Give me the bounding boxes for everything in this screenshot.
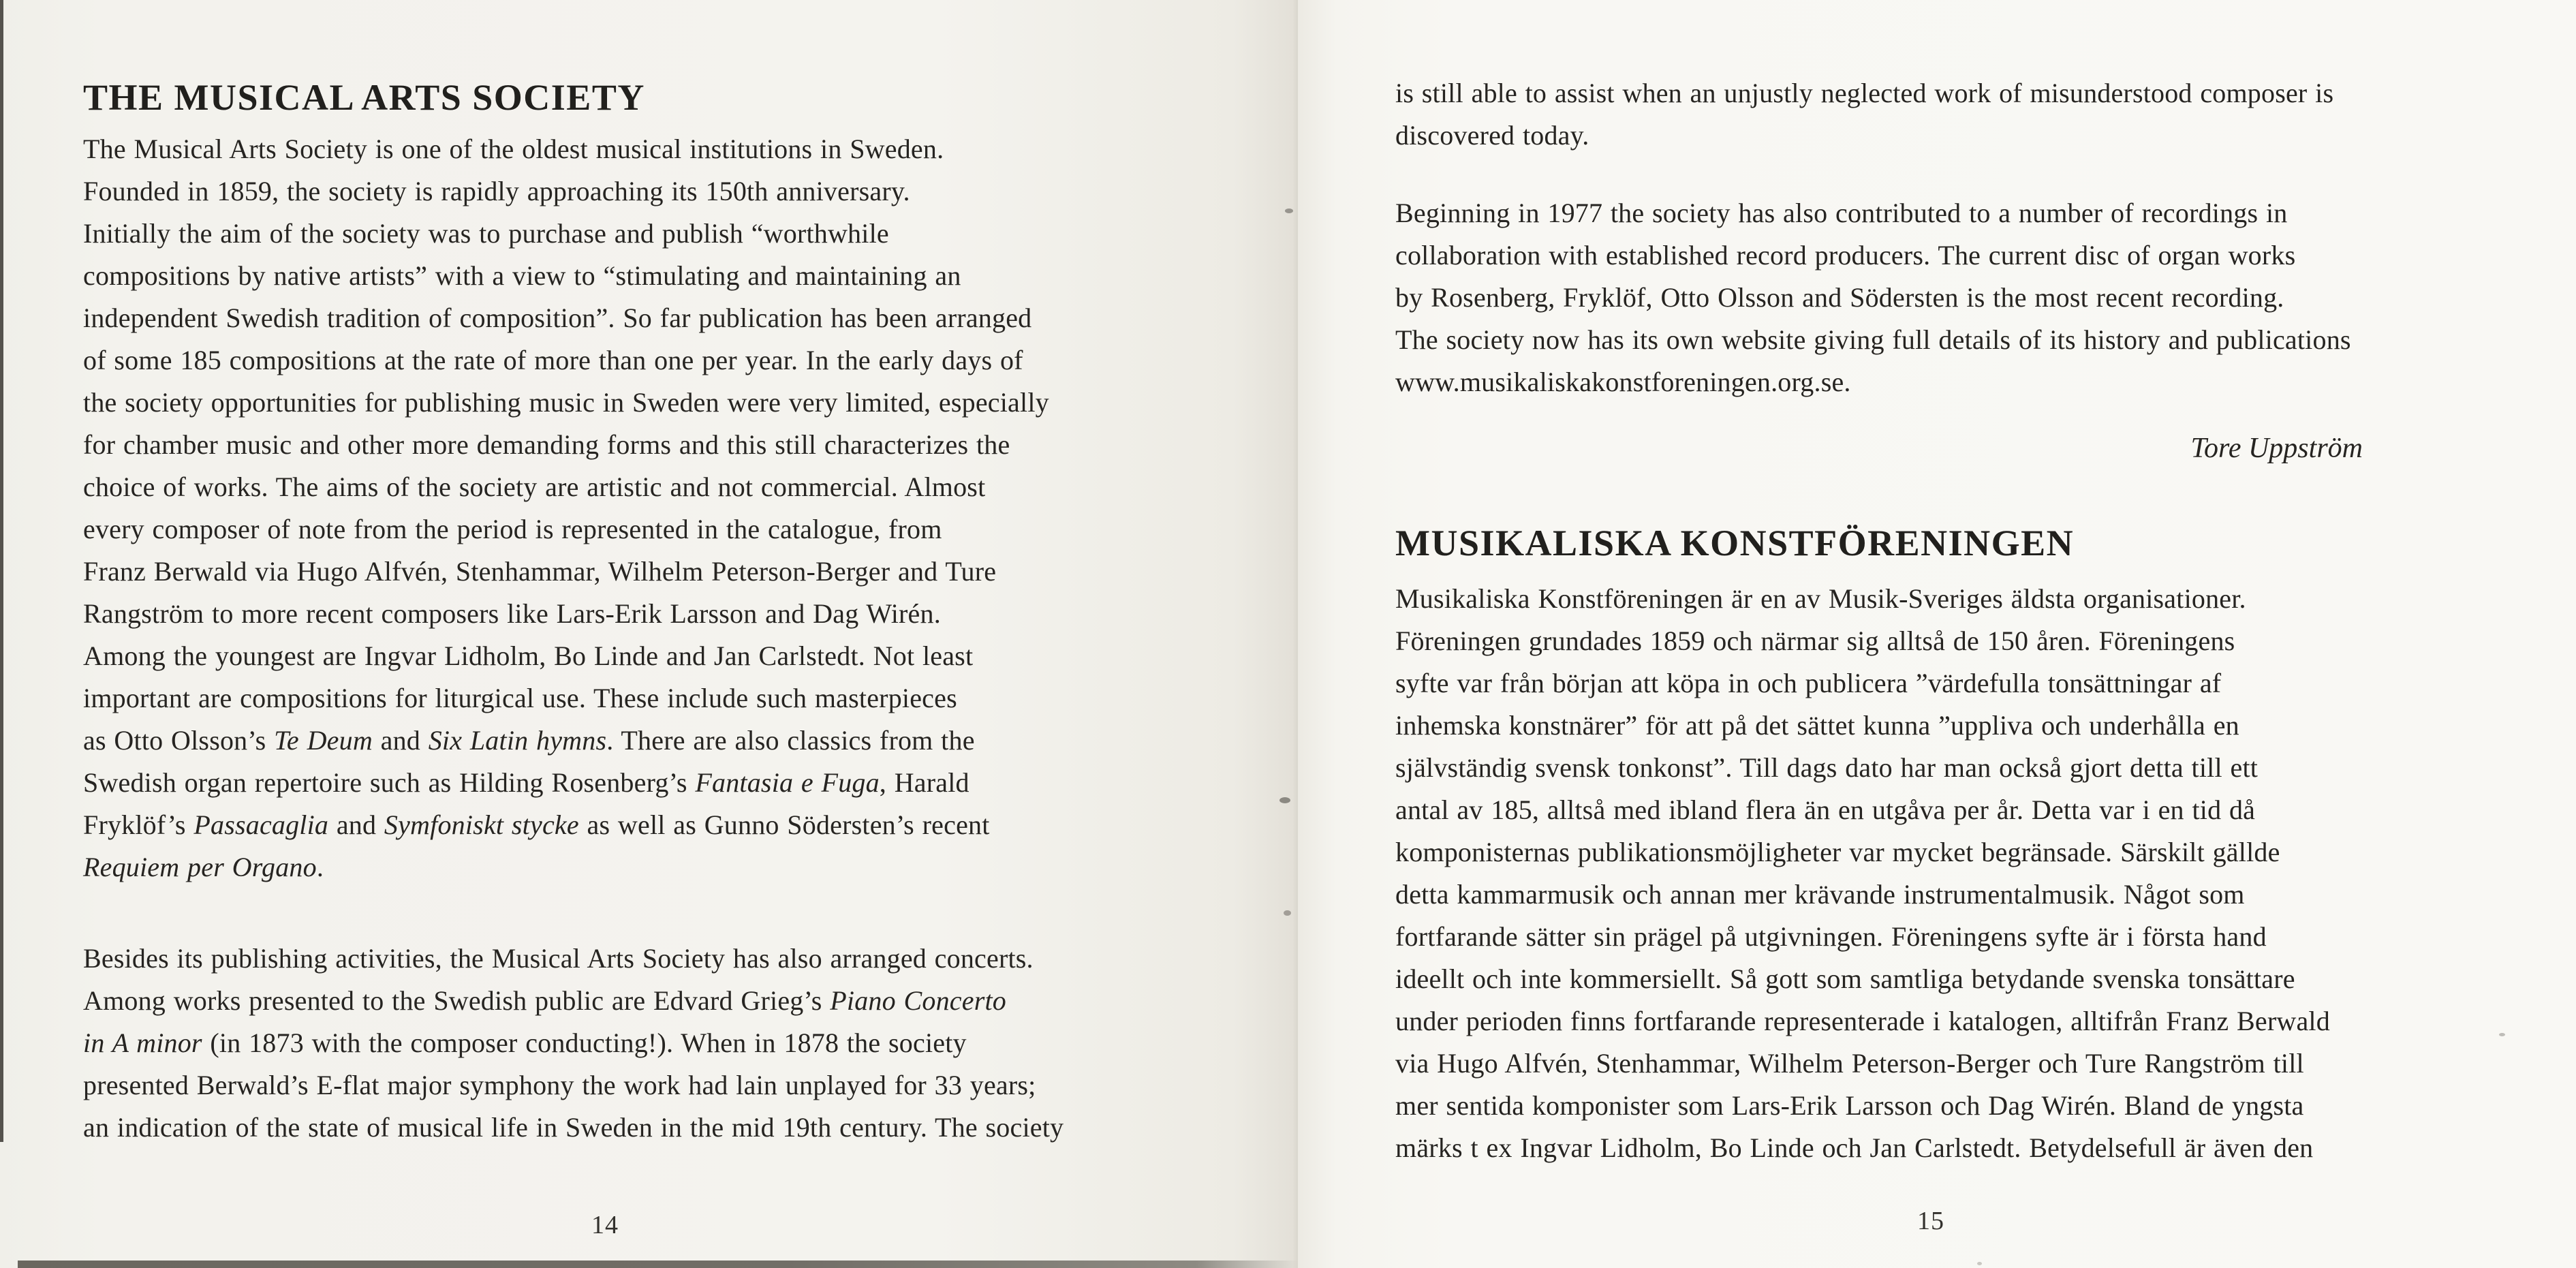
left-page [83, 0, 1235, 1268]
text-line: Among the youngest are Ingvar Lidholm, Bo Linde and Jan Carlstedt. Not least [83, 640, 974, 671]
text-line: The Musical Arts Society is one of the oldest musical institutions in Sweden. [83, 134, 944, 164]
text-line: compositions by native artists” with a view to “stimulating and maintaining an [83, 260, 961, 291]
text-line: Fryklöf’s Passacaglia and Symfoniskt stycke as well as Gunno Södersten’s recent [83, 809, 990, 840]
text-line: via Hugo Alfvén, Stenhammar, Wilhelm Peterson-Berger och Ture Rangström till [1395, 1048, 2304, 1079]
section-heading-swedish: MUSIKALISKA KONSTFÖRENINGEN [1395, 523, 2075, 563]
paragraph-english-1 [83, 128, 1235, 888]
paragraph-swedish [1395, 578, 2526, 1169]
text-line: independent Swedish tradition of composition”. So far publication has been arranged [83, 303, 1032, 333]
text-line: antal av 185, alltså med ibland flera än en utgåva per år. Detta var i en tid då [1395, 794, 2256, 825]
text-line: Beginning in 1977 the society has also contributed to a number of recordings in [1395, 198, 2288, 228]
text-line: Founded in 1859, the society is rapidly approaching its 150th anniversary. [83, 176, 910, 206]
text-line: märks t ex Ingvar Lidholm, Bo Linde och Jan Carlstedt. Betydelsefull är även den [1395, 1132, 2314, 1163]
text-line: important are compositions for liturgical use. These include such masterpieces [83, 683, 957, 713]
text-line: Föreningen grundades 1859 och närmar sig alltså de 150 åren. Föreningens [1395, 625, 2235, 656]
right-page [1395, 0, 2526, 1268]
text-line: www.musikaliskakonstforeningen.org.se. [1395, 367, 1851, 397]
section-heading-english: THE MUSICAL ARTS SOCIETY [83, 77, 645, 118]
text-line: Swedish organ repertoire such as Hilding Rosenberg’s Fantasia e Fuga, Harald [83, 767, 969, 798]
text-line: ideellt och inte kommersiellt. Så gott som samtliga betydande svenska tonsättare [1395, 963, 2295, 994]
text-line: discovered today. [1395, 120, 1589, 151]
author-signature: Tore Uppström [2190, 433, 2363, 464]
text-line: Initially the aim of the society was to purchase and publish “worthwhile [83, 218, 889, 249]
text-line: Among works presented to the Swedish public are Edvard Grieg’s Piano Concerto [83, 985, 1006, 1016]
text-line: mer sentida komponister som Lars-Erik Larsson och Dag Wirén. Bland de yngsta [1395, 1090, 2304, 1121]
text-line: as Otto Olsson’s Te Deum and Six Latin hymns. There are also classics from the [83, 725, 975, 756]
text-line: is still able to assist when an unjustly neglected work of misunderstood composer is [1395, 78, 2334, 108]
scan-speck [1285, 208, 1293, 213]
text-line: Rangström to more recent composers like Lars-Erik Larsson and Dag Wirén. [83, 598, 941, 629]
page-number-left: 14 [591, 1211, 619, 1239]
scan-speck [1279, 797, 1290, 803]
text-line: syfte var från början att köpa in och publicera ”värdefulla tonsättningar af [1395, 668, 2222, 698]
text-line: Besides its publishing activities, the Musical Arts Society has also arranged concerts. [83, 943, 1034, 974]
text-line: The society now has its own website giving full details of its history and publications [1395, 324, 2351, 355]
text-line: fortfarande sätter sin prägel på utgivningen. Föreningens syfte är i första hand [1395, 921, 2267, 952]
text-line: choice of works. The aims of the society are artistic and not commercial. Almost [83, 471, 986, 502]
scan-speck [1284, 910, 1291, 916]
text-line: the society opportunities for publishing music in Sweden were very limited, especially [83, 387, 1049, 418]
text-line: detta kammarmusik och annan mer krävande instrumentalmusik. Något som [1395, 879, 2245, 910]
text-line: självständig svensk tonkonst”. Till dags dato har man också gjort detta till ett [1395, 752, 2259, 783]
text-line: Franz Berwald via Hugo Alfvén, Stenhammar, Wilhelm Peterson-Berger and Ture [83, 556, 997, 587]
page-number-right: 15 [1917, 1207, 1944, 1235]
text-line: of some 185 compositions at the rate of more than one per year. In the early days of [83, 345, 1023, 375]
text-line: collaboration with established record producers. The current disc of organ works [1395, 240, 2296, 270]
paragraph-english-recordings [1395, 192, 2526, 403]
text-line: presented Berwald’s E-flat major symphony the work had lain unplayed for 33 years; [83, 1070, 1036, 1100]
text-line: an indication of the state of musical life in Sweden in the mid 19th century. The society [83, 1112, 1064, 1143]
paragraph-english-2 [83, 938, 1235, 1149]
text-line: under perioden finns fortfarande representerade i katalogen, alltifrån Franz Berwald [1395, 1006, 2330, 1036]
scan-edge-line-left [0, 0, 3, 1142]
text-line: in A minor (in 1873 with the composer conducting!). When in 1878 the society [83, 1027, 967, 1058]
text-line: komponisternas publikationsmöjligheter var mycket begränsade. Särskilt gällde [1395, 837, 2280, 867]
text-line: by Rosenberg, Fryklöf, Otto Olsson and Södersten is the most recent recording. [1395, 282, 2284, 313]
text-line: every composer of note from the period is represented in the catalogue, from [83, 514, 942, 544]
text-line: Musikaliska Konstföreningen är en av Musik-Sveriges äldsta organisationer. [1395, 583, 2246, 614]
text-line: for chamber music and other more demanding forms and this still characterizes the [83, 429, 1010, 460]
text-line: Requiem per Organo. [83, 852, 324, 882]
text-line: inhemska konstnärer” för att på det sättet kunna ”uppliva och underhålla en [1395, 710, 2239, 741]
paragraph-english-continued [1395, 72, 2526, 157]
